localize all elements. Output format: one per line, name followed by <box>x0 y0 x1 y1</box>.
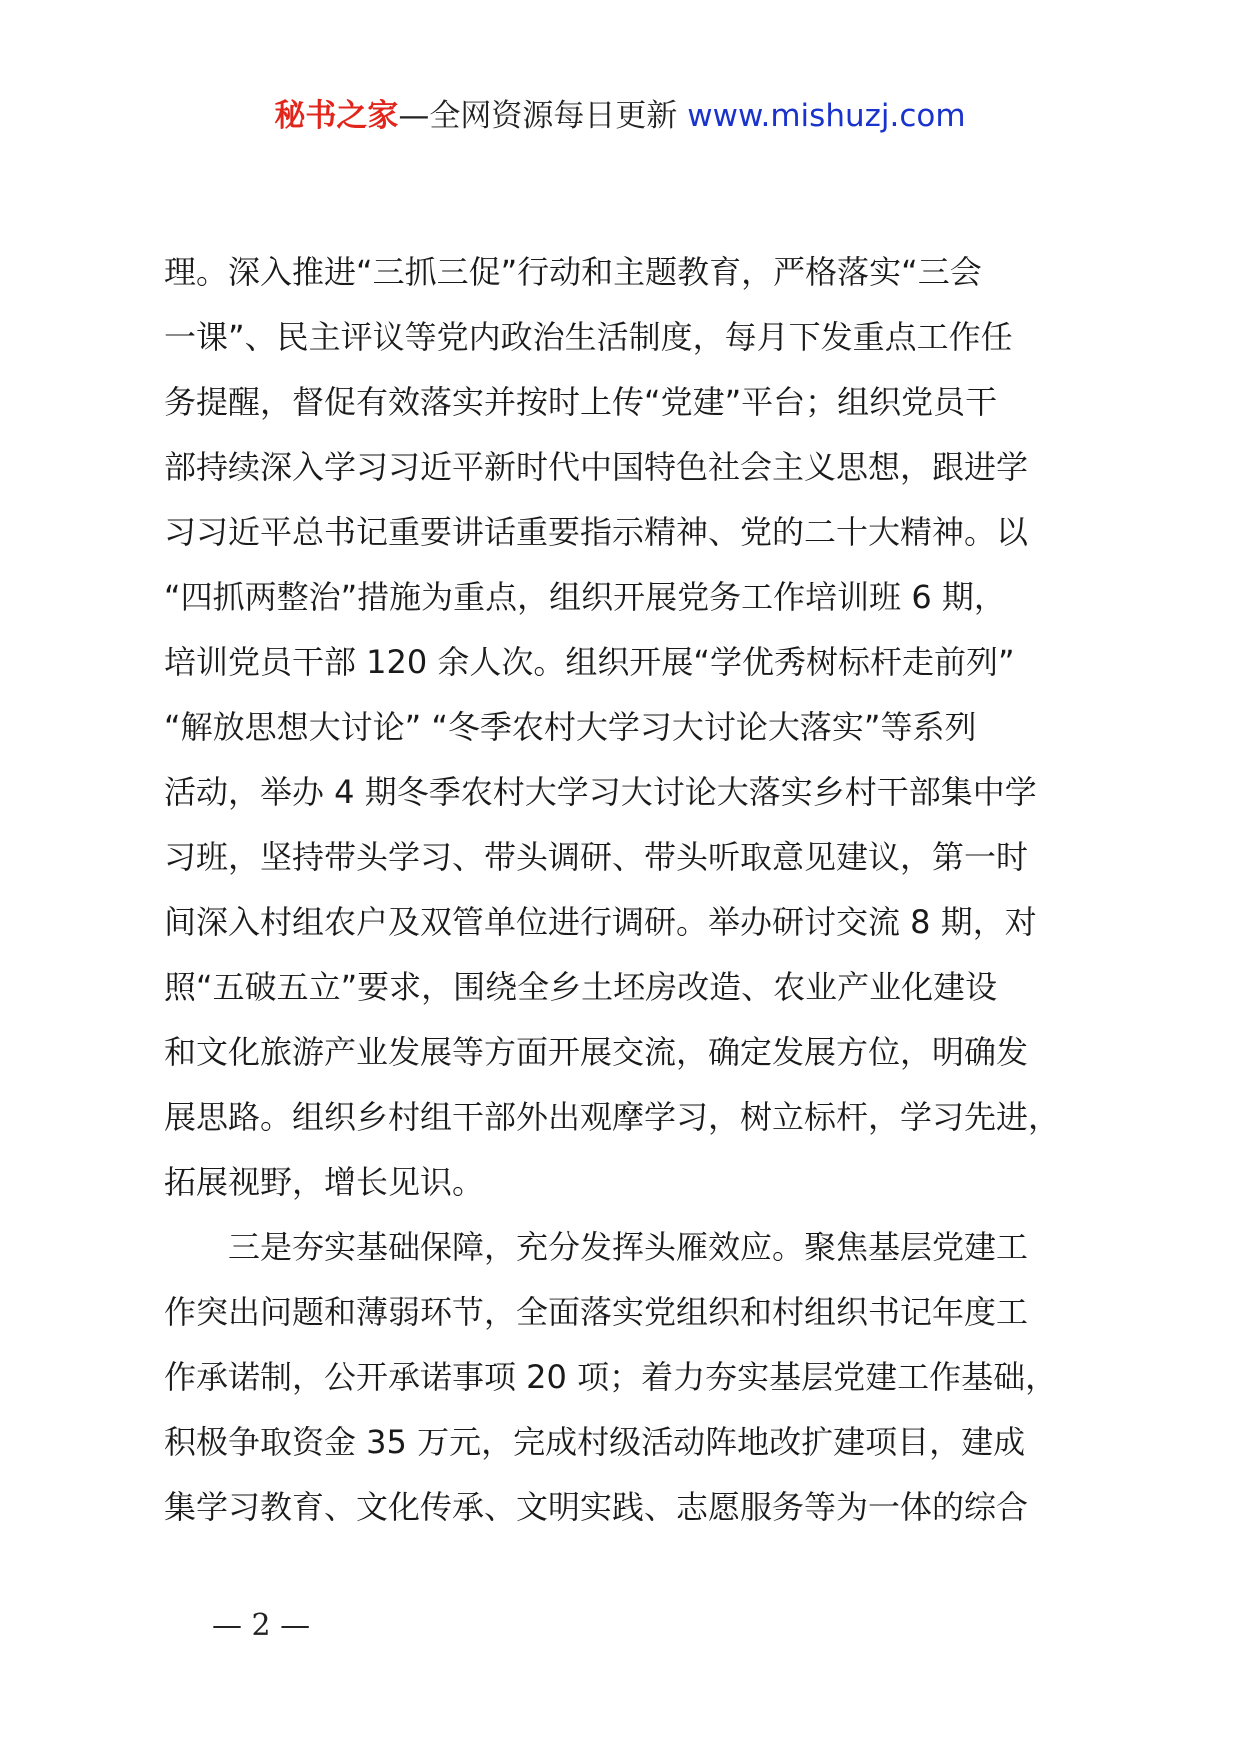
text-line: 务提醒，督促有效落实并按时上传“党建”平台；组织党员干 <box>164 383 998 421</box>
text-line: 习习近平总书记重要讲话重要指示精神、党的二十大精神。以 <box>164 513 1029 551</box>
header-slogan: —全网资源每日更新 <box>398 98 678 134</box>
text-line: 集学习教育、文化传承、文明实践、志愿服务等为一体的综合 <box>164 1488 1029 1526</box>
text-line: 部持续深入学习习近平新时代中国特色社会主义思想，跟进学 <box>164 448 1029 486</box>
text-line: 和文化旅游产业发展等方面开展交流，确定发展方位，明确发 <box>164 1033 1029 1071</box>
text-line: 活动，举办 4 期冬季农村大学习大讨论大落实乡村干部集中学 <box>164 773 1037 811</box>
text-line: 拓展视野，增长见识。 <box>164 1163 485 1201</box>
text-line: 三是夯实基础保障，充分发挥头雁效应。聚焦基层党建工 <box>228 1228 1029 1266</box>
text-line: 培训党员干部 120 余人次。组织开展“学优秀树标杆走前列” <box>164 643 1015 681</box>
paragraph-2 <box>164 1215 1124 1540</box>
text-line: “解放思想大讨论” “冬季农村大学习大讨论大落实”等系列 <box>164 708 977 746</box>
header-url-link[interactable]: www.mishuzj.com <box>687 98 966 134</box>
text-line: 理。深入推进“三抓三促”行动和主题教育，严格落实“三会 <box>164 253 982 291</box>
text-line: 一课”、民主评议等党内政治生活制度，每月下发重点工作任 <box>164 318 1013 356</box>
text-line: 作突出问题和薄弱环节，全面落实党组织和村组织书记年度工 <box>164 1293 1029 1331</box>
text-line: 照“五破五立”要求，围绕全乡土坯房改造、农业产业化建设 <box>164 968 998 1006</box>
text-line: 作承诺制，公开承诺事项 20 项；着力夯实基层党建工作基础， <box>164 1358 1058 1396</box>
text-line: 间深入村组农户及双管单位进行调研。举办研讨交流 8 期，对 <box>164 903 1037 941</box>
text-line: 习班，坚持带头学习、带头调研、带头听取意见建议，第一时 <box>164 838 1029 876</box>
header-brand: 秘书之家 <box>274 98 399 134</box>
text-line: “四抓两整治”措施为重点，组织开展党务工作培训班 6 期， <box>164 578 1006 616</box>
text-line: 展思路。组织乡村组干部外出观摩学习，树立标杆，学习先进， <box>164 1098 1061 1136</box>
document-body <box>164 240 1124 1540</box>
site-header <box>0 96 1240 136</box>
text-line: 积极争取资金 35 万元，完成村级活动阵地改扩建项目，建成 <box>164 1423 1026 1461</box>
page-number: — 2 — <box>212 1608 311 1643</box>
paragraph-1 <box>164 240 1124 1215</box>
